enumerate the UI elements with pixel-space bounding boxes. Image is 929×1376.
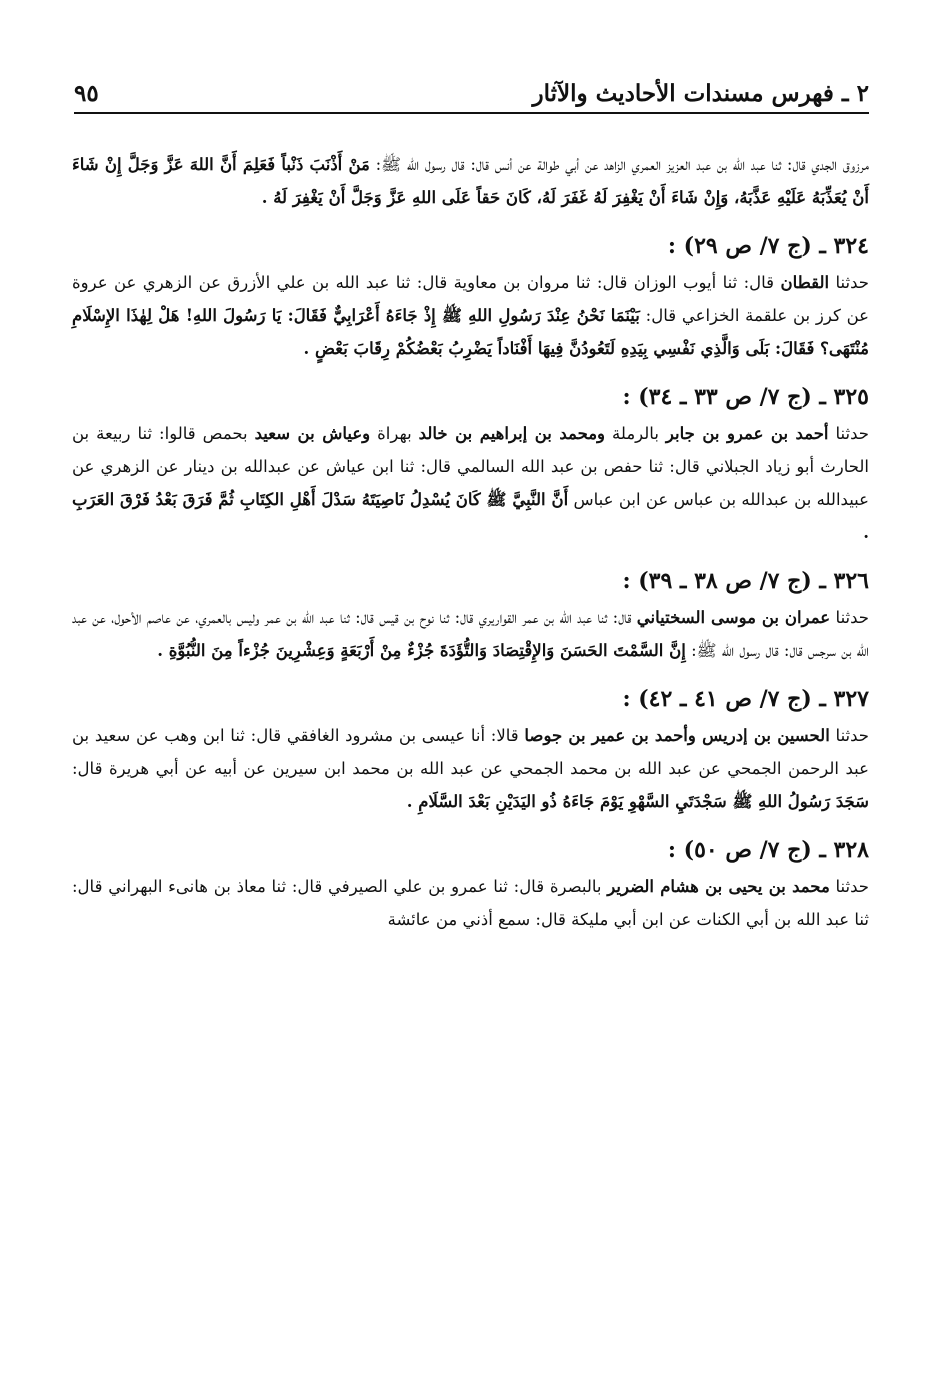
- entry-paragraph: [72, 417, 869, 549]
- entry-324: [72, 226, 869, 365]
- hadith-text: بَيْنَمَا نَحْنُ عِنْدَ رَسُولِ اللهِ ﷺ إِذْ جَاءَهُ أَعْرَابِيٌّ فَقَالَ: يَا رَسُولَ اللهِ! هَلْ لِهٰذَا الإِسْلَامِ مُنْتَهَى؟ فَقَالَ: بَلَى وَالَّذِي نَفْسِي بِيَدِهِ لَتَعُودُنَّ فِيهَا أَفْنَاداً يَضْرِبُ بَعْضُكُمْ رِقَابَ بَعْضٍ .: [72, 306, 869, 358]
- narrator-name: القطان: [780, 273, 830, 292]
- narrator-name: عمران بن موسى السختياني: [636, 608, 831, 627]
- narration-text: حدثنا: [830, 608, 869, 627]
- narrator-name: وعياش بن سعيد: [254, 424, 371, 443]
- entry-paragraph: [72, 266, 869, 365]
- narration-text: حدثنا: [829, 273, 869, 292]
- narration-text: حدثنا: [829, 877, 869, 896]
- entry-paragraph: [72, 870, 869, 936]
- entry-paragraph: [72, 601, 869, 667]
- entry-heading: ٣٢٨ ـ (ج ٧/ ص ٥٠) :: [667, 837, 869, 863]
- hadith-text: سَجَدَ رَسُولُ اللهِ ﷺ سَجْدَتَيِ السَّهْوِ يَوْمَ جَاءَهُ ذُو اليَدَيْنِ بَعْدَ السَّلَامِ .: [406, 792, 869, 811]
- page-body: [72, 148, 869, 936]
- entry-heading: ٣٢٤ ـ (ج ٧/ ص ٢٩) :: [667, 233, 869, 259]
- hadith-text: أَنَّ النَّبِيَّ ﷺ كَانَ يُسْدِلُ نَاصِيَتَهُ سَدْلَ أَهْلِ الكِتَابِ ثُمَّ فَرَقَ بَعْدُ فَرْقَ العَرَبِ .: [72, 490, 869, 542]
- entry-325: [72, 377, 869, 549]
- narrator-name: الحسين بن إدريس وأحمد بن عمير بن جوصا: [524, 726, 830, 745]
- entry-paragraph: [72, 719, 869, 818]
- narration-text: حدثنا: [828, 424, 869, 443]
- page-header: [74, 78, 869, 114]
- narration-text: بالرملة: [605, 424, 666, 443]
- entry-328: [72, 830, 869, 936]
- hadith-text: إِنَّ السَّمْتَ الحَسَنَ وَالإِقْتِصَادَ وَالتُّؤَدَةَ جُزْءٌ مِنْ أَرْبَعَةٍ وَعِشْرِينَ جُزْءاً مِنَ النُّبُوَّةِ .: [157, 641, 686, 660]
- narration-text: حدثنا: [829, 726, 869, 745]
- narration-text: مرزوق الجدي قال: ثنا عبد الله بن عبد العزيز العمري الزاهد عن أبي طوالة عن أنس قال: قال رسول الله ﷺ:: [369, 155, 870, 174]
- narrator-name: محمد بن يحيى بن هشام الضرير: [607, 877, 830, 896]
- entry-heading: ٣٢٧ ـ (ج ٧/ ص ٤١ ـ ٤٢) :: [622, 686, 869, 712]
- entry-326: [72, 561, 869, 667]
- running-title: ٢ ـ فهرس مسندات الأحاديث والآثار: [532, 80, 869, 107]
- narrator-name: أحمد بن عمرو بن جابر: [665, 424, 829, 443]
- narration-text: قال: ثنا عبد الله بن عمر القواريري قال: ثنا نوح بن قيس قال: ثنا عبد الله بن عمر وليس بالعمري، عن عاصم الأحول، عن عبد الله بن سرجس قال: قال رسول الله ﷺ:: [72, 608, 869, 660]
- entry-327: [72, 679, 869, 818]
- narration-text: قالا: أنا عيسى بن مشرود الغافقي قال: ثنا ابن وهب عن سعيد بن عبد الرحمن الجمحي عن عبد الله بن محمد الجمحي عن عبد الله بن محمد ابن سيرين عن أبيه عن أبي هريرة قال:: [72, 726, 869, 778]
- continuation-paragraph: [72, 148, 869, 214]
- entry-heading: ٣٢٦ ـ (ج ٧/ ص ٣٨ ـ ٣٩) :: [622, 568, 869, 594]
- narration-text: بالبصرة قال: ثنا عمرو بن علي الصيرفي قال: ثنا معاذ بن هانىء البهراني قال: ثنا عبد الله بن أبي الكنات عن ابن أبي مليكة قال: سمع أذني من عائشة: [72, 877, 869, 929]
- entry-heading: ٣٢٥ ـ (ج ٧/ ص ٣٣ ـ ٣٤) :: [622, 384, 869, 410]
- narration-text: بحمص قالوا: ثنا ربيعة بن الحارث أبو زياد الجبلاني قال: ثنا حفص بن عبد الله السالمي قال: ثنا ابن عياش عن عبدالله بن دينار عن الزهري عن عبيدالله بن عبدالله بن عباس عن ابن عباس: [72, 424, 869, 509]
- page-number: ٩٥: [74, 80, 99, 107]
- hadith-text: مَنْ أَذْنَبَ ذَنْباً فَعَلِمَ أَنَّ اللهَ عَزَّ وَجَلَّ إِنْ شَاءَ أَنْ يُعَذِّبَهُ عَلَيْهِ عَذَّبَهُ، وَإِنْ شَاءَ أَنْ يَغْفِرَ لَهُ غَفَرَ لَهُ، كَانَ حَقاً عَلَى اللهِ عَزَّ وَجَلَّ أَنْ يَغْفِرَ لَهُ .: [72, 155, 869, 207]
- narration-text: قال: ثنا أيوب الوزان قال: ثنا مروان بن معاوية قال: ثنا عبد الله بن علي الأزرق عن الزهري عن عروة عن كرز بن علقمة الخزاعي قال:: [72, 273, 869, 325]
- narration-text: بهراة: [370, 424, 419, 443]
- narrator-name: ومحمد بن إبراهيم بن خالد: [418, 424, 606, 443]
